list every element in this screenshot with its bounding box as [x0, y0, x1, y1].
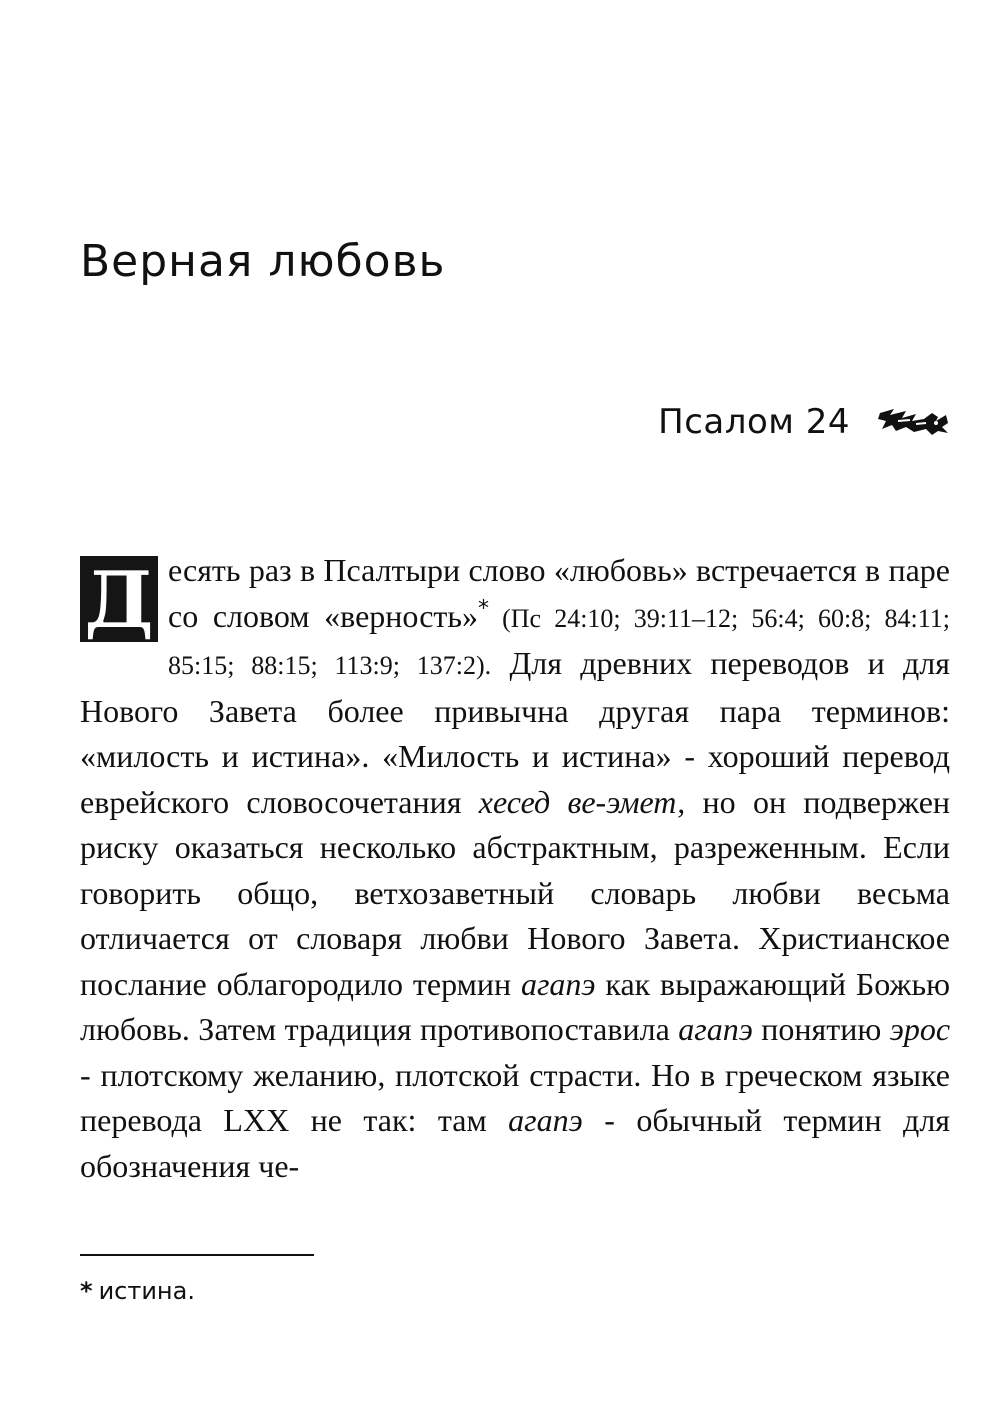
footnote-text: истина. [98, 1277, 195, 1305]
text-run-1: есять раз в Псалтыри слово «любовь» встречается в паре со словом «верность» [168, 552, 950, 634]
text-run-5: понятию [752, 1011, 890, 1047]
italic-term-agape-1: агапэ [520, 965, 596, 1002]
psalm-reference: Псалом 24 [658, 402, 850, 442]
italic-term-hesed: хесед ве-эмет, [478, 783, 686, 820]
drop-cap: Д [80, 556, 158, 642]
italic-term-eros: эрос [889, 1011, 951, 1047]
fish-ornament-icon [876, 405, 952, 439]
italic-term-agape-3: агапэ [508, 1102, 583, 1138]
psalm-citations: (Пс 24:10; 39:11–12; 56:4; 60:8; 84:11; 85:15; 88:15; 113:9; 137:2). [168, 603, 951, 680]
footnote-marker: * [477, 595, 489, 621]
text-run-4: как выражающий Божью любовь. Затем традиция противопоставила [80, 965, 950, 1047]
italic-term-agape-2: агапэ [678, 1011, 753, 1047]
footnote-star: * [80, 1277, 93, 1305]
footnote-divider [80, 1254, 314, 1256]
text-run-2: Для древних переводов и для Нового Завета более привычна другая пара терминов: «милость и истина». «Милость и истина» - хороший перевод еврейского словосочетания [80, 645, 950, 820]
chapter-title: Верная любовь [80, 236, 446, 287]
text-run-6: - плотскому желанию, плотской страсти. Но в греческом языке перевода LXX не так: там [80, 1056, 950, 1138]
text-run-7: - обычный термин для обозначения че- [80, 1102, 951, 1184]
footnote [80, 1276, 195, 1307]
body-paragraph [80, 548, 950, 1189]
text-run-3: но он подвержен риску оказаться несколько абстрактным, разреженным. Если говорить общо, ветхозаветный словарь любви весьма отличается от словаря любви Нового Завета. Христианское послание облагородило термин [80, 783, 951, 1002]
psalm-heading [658, 402, 952, 443]
